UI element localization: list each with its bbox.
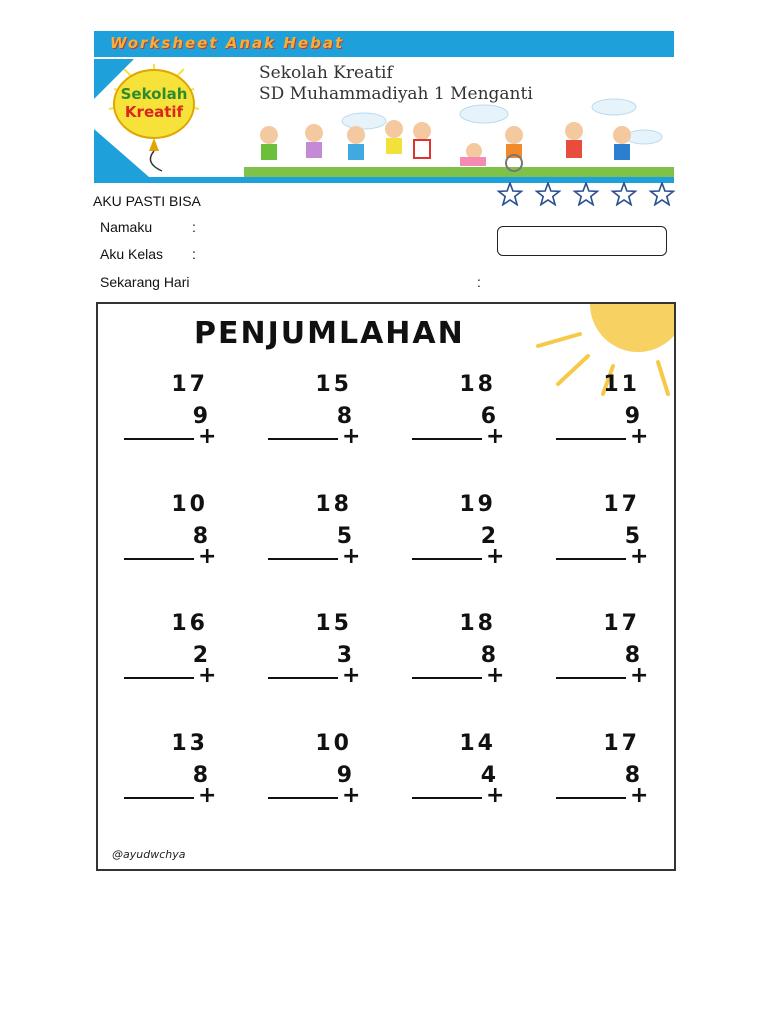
addend-top: 18 [459, 611, 496, 636]
answer-line[interactable] [556, 558, 626, 560]
addend-top: 17 [171, 372, 208, 397]
banner-body [94, 59, 674, 177]
addend-top: 10 [315, 731, 352, 756]
addition-problem [116, 492, 226, 577]
addend-top: 13 [171, 731, 208, 756]
answer-line[interactable] [556, 438, 626, 440]
answer-line[interactable] [556, 677, 626, 679]
school-logo [94, 59, 244, 177]
addend-bottom: 9 [336, 763, 352, 788]
plus-sign: + [486, 424, 505, 449]
addend-bottom: 6 [480, 404, 496, 429]
logo-text-line2: Kreatif [124, 103, 184, 121]
plus-sign: + [486, 783, 505, 808]
addend-bottom: 8 [624, 643, 640, 668]
addend-top: 15 [315, 611, 352, 636]
star-icon [537, 183, 560, 205]
addend-bottom: 4 [480, 763, 496, 788]
banner-title-bar [94, 31, 674, 57]
plus-sign: + [198, 424, 217, 449]
worksheet-title: PENJUMLAHAN [194, 316, 465, 351]
plus-sign: + [486, 544, 505, 569]
answer-line[interactable] [124, 438, 194, 440]
answer-line[interactable] [412, 438, 482, 440]
answer-line[interactable] [268, 438, 338, 440]
field-label-kelas: Aku Kelas [100, 246, 164, 262]
school-name: Sekolah Kreatif [259, 63, 393, 83]
answer-line[interactable] [268, 677, 338, 679]
plus-sign: + [342, 544, 361, 569]
star-icon [499, 183, 522, 205]
answer-line[interactable] [412, 677, 482, 679]
answer-line[interactable] [412, 797, 482, 799]
plus-sign: + [198, 544, 217, 569]
credit-text: @ayudwchya [112, 848, 186, 861]
field-label-hari: Sekarang Hari [100, 274, 190, 290]
addend-top: 15 [315, 372, 352, 397]
addition-problem [404, 731, 514, 816]
answer-line[interactable] [124, 797, 194, 799]
addend-bottom: 5 [624, 524, 640, 549]
motto-text: AKU PASTI BISA [93, 193, 201, 209]
banner-title: Worksheet Anak Hebat [110, 34, 345, 52]
addition-problem [548, 731, 658, 816]
plus-sign: + [630, 424, 649, 449]
field-colon-kelas: : [192, 246, 196, 262]
addend-bottom: 8 [192, 524, 208, 549]
star-icon [613, 183, 636, 205]
plus-sign: + [630, 783, 649, 808]
score-box[interactable] [497, 226, 667, 256]
addend-bottom: 8 [192, 763, 208, 788]
addend-top: 17 [603, 492, 640, 517]
addend-top: 18 [315, 492, 352, 517]
answer-line[interactable] [412, 558, 482, 560]
addition-problem [260, 492, 370, 577]
addend-top: 18 [459, 372, 496, 397]
plus-sign: + [198, 663, 217, 688]
addition-problem [116, 372, 226, 457]
plus-sign: + [630, 663, 649, 688]
addition-problem [404, 611, 514, 696]
answer-line[interactable] [556, 797, 626, 799]
addend-top: 17 [603, 731, 640, 756]
addition-problem [116, 731, 226, 816]
addend-bottom: 2 [480, 524, 496, 549]
field-label-namaku: Namaku [100, 219, 153, 235]
addition-problem [116, 611, 226, 696]
addition-problem [260, 731, 370, 816]
addend-bottom: 8 [624, 763, 640, 788]
addend-top: 16 [171, 611, 208, 636]
answer-line[interactable] [124, 677, 194, 679]
addend-top: 14 [459, 731, 496, 756]
addition-problem [404, 372, 514, 457]
addition-problem [548, 611, 658, 696]
addend-top: 19 [459, 492, 496, 517]
plus-sign: + [342, 424, 361, 449]
field-colon-namaku: : [192, 219, 196, 235]
answer-line[interactable] [124, 558, 194, 560]
addend-bottom: 2 [192, 643, 208, 668]
addend-bottom: 8 [480, 643, 496, 668]
addition-problem [548, 372, 658, 457]
kids-illustration [244, 59, 674, 177]
addend-bottom: 8 [336, 404, 352, 429]
addend-bottom: 9 [192, 404, 208, 429]
addend-top: 11 [603, 372, 640, 397]
addition-problem [404, 492, 514, 577]
addition-problem [548, 492, 658, 577]
answer-line[interactable] [268, 797, 338, 799]
addend-bottom: 5 [336, 524, 352, 549]
logo-text-line1: Sekolah [120, 85, 188, 103]
star-icon [651, 183, 674, 205]
worksheet-panel [96, 302, 676, 871]
plus-sign: + [486, 663, 505, 688]
header-banner [94, 31, 674, 183]
addition-problem [260, 372, 370, 457]
field-colon-hari: : [477, 274, 481, 290]
plus-sign: + [342, 783, 361, 808]
plus-sign: + [630, 544, 649, 569]
addend-top: 10 [171, 492, 208, 517]
addition-problem [260, 611, 370, 696]
plus-sign: + [342, 663, 361, 688]
star-icon [575, 183, 598, 205]
plus-sign: + [198, 783, 217, 808]
addend-bottom: 9 [624, 404, 640, 429]
addend-top: 17 [603, 611, 640, 636]
answer-line[interactable] [268, 558, 338, 560]
addend-bottom: 3 [336, 643, 352, 668]
school-subtitle: SD Muhammadiyah 1 Menganti [259, 84, 533, 104]
rating-stars [495, 182, 681, 206]
